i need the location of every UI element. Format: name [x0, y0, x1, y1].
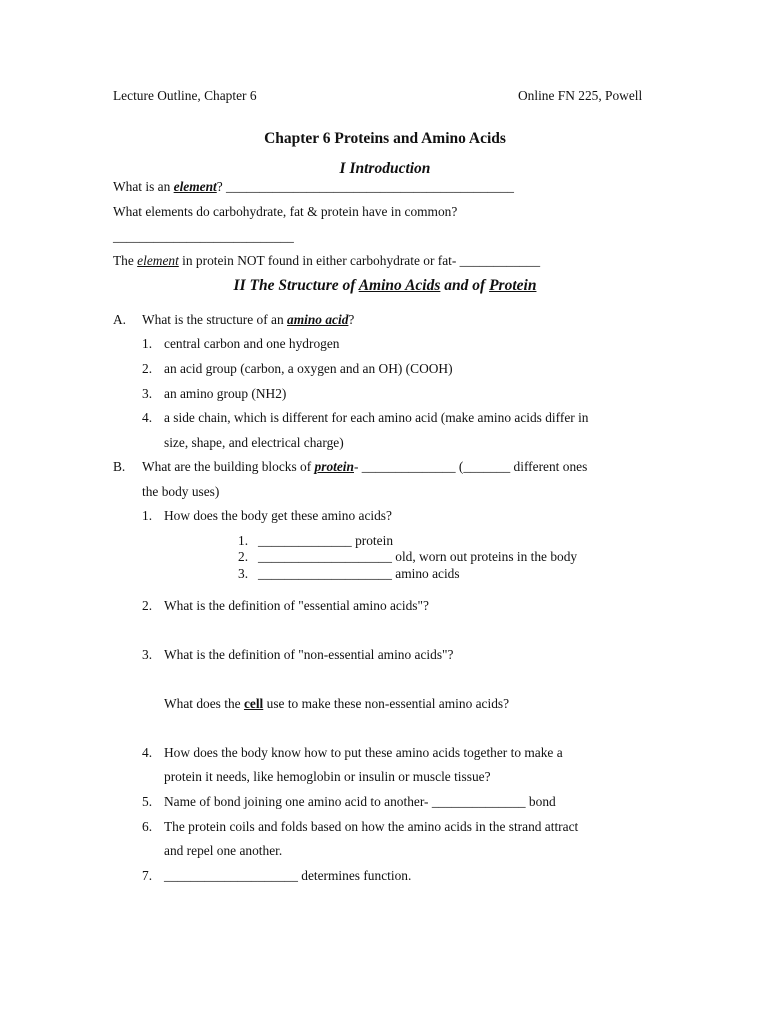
intro-q3-post: in protein NOT found in either carbohydrate or fat- ____________ [178, 253, 541, 268]
list-number: 3. [238, 566, 249, 581]
list-text: central carbon and one hydrogen [164, 336, 340, 351]
cell-question-pre: What does the [164, 696, 244, 711]
item-b-pre: What are the building blocks of [142, 459, 315, 474]
list-item [142, 336, 340, 352]
list-item [142, 410, 589, 426]
list-text: ____________________ amino acids [258, 566, 460, 581]
header-right: Online FN 225, Powell [518, 88, 643, 103]
list-number: 2. [142, 361, 153, 376]
list-number: 3. [142, 386, 153, 401]
intro-q3-pre: The [113, 253, 138, 268]
section2-term-protein: Protein [489, 277, 537, 294]
item-a-post: ? [348, 312, 355, 327]
list-number: 1. [142, 508, 153, 523]
list-number: 2. [238, 549, 249, 564]
item-b-question [142, 459, 587, 475]
term-element: element [173, 179, 217, 194]
cell-question [164, 696, 509, 712]
list-text: What is the definition of "non-essential amino acids"? [164, 647, 454, 662]
sub-list-item [238, 566, 460, 582]
header-left: Lecture Outline, Chapter 6 [113, 88, 257, 103]
list-number: 1. [142, 336, 153, 351]
section-heading-introduction: I Introduction [339, 160, 431, 177]
intro-question-common-elements-blank: ___________________________ [113, 229, 294, 244]
list-item [142, 647, 453, 663]
item-b-post: - ______________ (_______ different ones [353, 459, 588, 474]
list-item [142, 598, 429, 614]
list-text: How does the body get these amino acids? [164, 508, 392, 523]
term-element-2: element [137, 253, 179, 268]
list-item-continuation: protein it needs, like hemoglobin or insulin or muscle tissue? [164, 769, 491, 784]
term-protein: protein [314, 459, 354, 474]
intro-question-common-elements: What elements do carbohydrate, fat & protein have in common? [113, 204, 458, 219]
sub-list-item [238, 533, 393, 549]
list-item [142, 508, 392, 524]
section2-pre: II The Structure of [233, 277, 359, 294]
intro-question-unique-element [113, 253, 540, 269]
list-item [142, 386, 286, 402]
list-number: 2. [142, 598, 153, 613]
list-text: ____________________ determines function. [164, 868, 412, 883]
list-item [142, 819, 578, 835]
intro-question-element [113, 179, 514, 195]
list-text: an amino group (NH2) [164, 386, 287, 401]
section2-mid: and of [440, 277, 490, 294]
item-b-label: B. [113, 459, 126, 474]
term-amino-acid: amino acid [287, 312, 349, 327]
term-cell: cell [243, 696, 264, 711]
document-title: Chapter 6 Proteins and Amino Acids [264, 130, 506, 147]
list-text: ____________________ old, worn out proteins in the body [258, 549, 578, 564]
list-item-continuation: size, shape, and electrical charge) [164, 435, 344, 450]
list-item [142, 868, 411, 884]
intro-q1-pre: What is an [113, 179, 174, 194]
list-text: Name of bond joining one amino acid to another- ______________ bond [164, 794, 556, 809]
list-text: an acid group (carbon, a oxygen and an OH) (COOH) [164, 361, 453, 376]
item-a-label: A. [113, 312, 127, 327]
list-text: The protein coils and folds based on how the amino acids in the strand attract [164, 819, 579, 834]
list-item-continuation: and repel one another. [164, 843, 283, 858]
list-number: 4. [142, 745, 153, 760]
list-number: 5. [142, 794, 153, 809]
list-text: a side chain, which is different for each amino acid (make amino acids differ in [164, 410, 589, 425]
list-number: 7. [142, 868, 153, 883]
list-item [142, 361, 453, 377]
list-text: ______________ protein [258, 533, 394, 548]
item-a-pre: What is the structure of an [142, 312, 288, 327]
list-item [142, 745, 563, 761]
list-text: How does the body know how to put these amino acids together to make a [164, 745, 563, 760]
section-heading-structure [0, 277, 770, 296]
item-b-continuation: the body uses) [142, 484, 220, 499]
item-a-question [142, 312, 354, 328]
list-item [142, 794, 556, 810]
intro-q1-post: ? ___________________________________________ [216, 179, 514, 194]
list-number: 3. [142, 647, 153, 662]
section2-term-amino-acids: Amino Acids [358, 277, 441, 294]
sub-list-item [238, 549, 577, 565]
list-number: 6. [142, 819, 153, 834]
list-number: 4. [142, 410, 153, 425]
cell-question-post: use to make these non-essential amino acids? [263, 696, 510, 711]
list-text: What is the definition of "essential amino acids"? [164, 598, 429, 613]
list-number: 1. [238, 533, 249, 548]
